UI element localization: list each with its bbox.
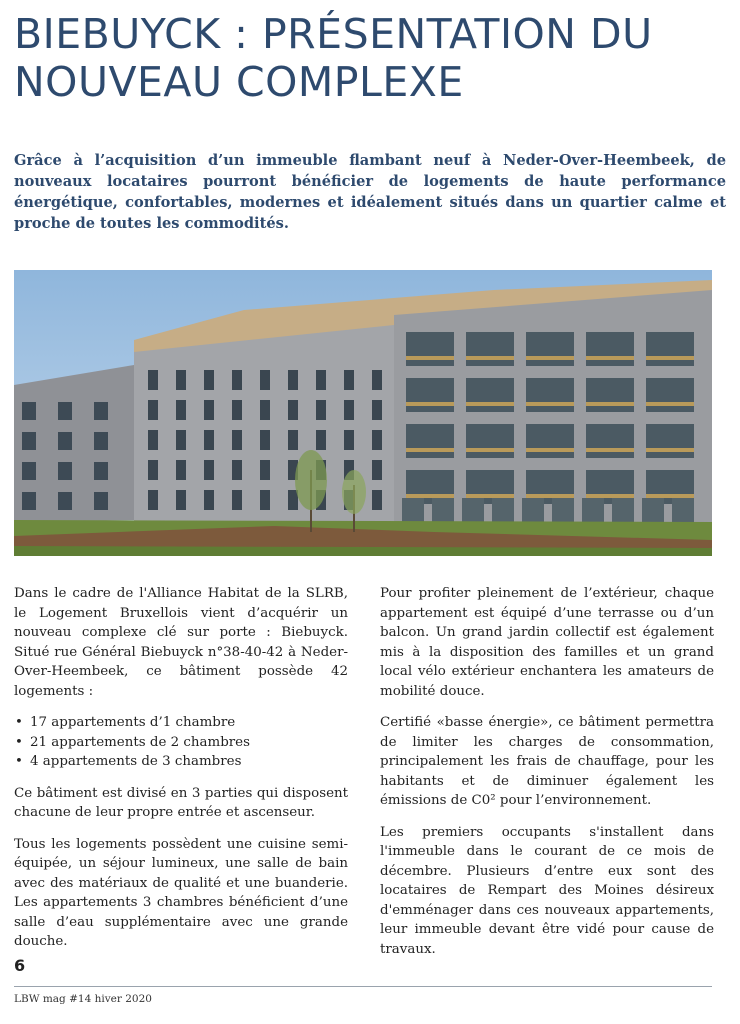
left-column xyxy=(14,584,348,964)
page-number: 6 xyxy=(14,956,26,975)
article-intro: Grâce à l’acquisition d’un immeuble flambant neuf à Neder-Over-Heembeek, de nouveaux locataires pourront bénéficier de logements de haute performance énergétique, confortables, modernes et idéalement situés dans un quartier calme et proche de toutes les commodités. xyxy=(14,152,726,232)
footer-text: LBW mag #14 hiver 2020 xyxy=(14,993,152,1005)
paragraph: Tous les logements possèdent une cuisine semi-équipée, un séjour lumineux, une salle de bain avec des matériaux de qualité et une buanderie. Les appartements 3 chambres bénéficient d’une salle d’eau supplémentaire avec une grande douche. xyxy=(14,836,348,949)
paragraph: Les premiers occupants s'installent dans l'immeuble dans le courant de ce mois de décembre. Plusieurs d’entre eux sont des locataires de Rempart des Moines désireux d'emménager dans ces nouveaux appartements, leur immeuble devant être vidé pour cause de travaux. xyxy=(380,824,714,957)
right-column xyxy=(380,584,714,971)
apartment-list xyxy=(14,713,348,772)
list-item: • 17 appartements d’1 chambre xyxy=(14,713,348,733)
paragraph: Ce bâtiment est divisé en 3 parties qui disposent chacune de leur propre entrée et ascenseur. xyxy=(14,785,348,820)
paragraph: Certifié «basse énergie», ce bâtiment permettra de limiter les charges de consommation, principalement les frais de chauffage, pour les habitants et de diminuer également les émissions de C0² pour l’environnement. xyxy=(380,715,714,808)
list-item: • 21 appartements de 2 chambres xyxy=(14,733,348,753)
paragraph: Dans le cadre de l'Alliance Habitat de la SLRB, le Logement Bruxellois vient d’acquérir un nouveau complexe clé sur porte : Biebuyck. Situé rue Général Biebuyck n°38-40-42 à Neder-Over-Heembeek, ce bâtiment possède 42 logements : xyxy=(14,586,348,699)
article-title: BIEBUYCK : PRÉSENTATION DU NOUVEAU COMPLEXE xyxy=(14,10,653,106)
paragraph: Pour profiter pleinement de l’extérieur, chaque appartement est équipé d’une terrasse ou d’un balcon. Un grand jardin collectif est également mis à la disposition des familles et un grand local vélo extérieur enchantera les amateurs de mobilité douce. xyxy=(380,586,714,699)
building-photo xyxy=(14,270,712,556)
list-item: • 4 appartements de 3 chambres xyxy=(14,752,348,772)
footer-divider xyxy=(14,986,712,987)
